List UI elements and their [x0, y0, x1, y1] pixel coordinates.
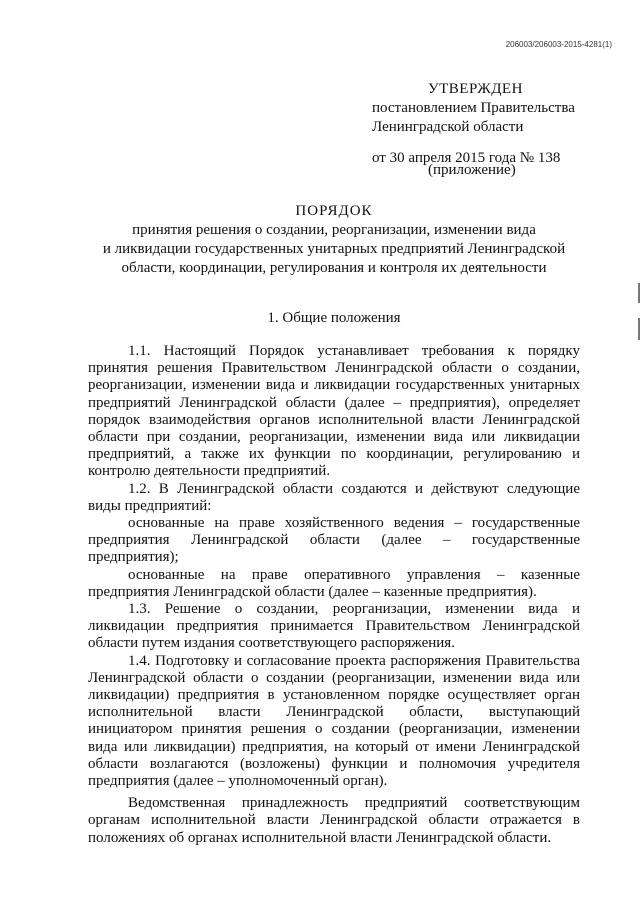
title-main: ПОРЯДОК: [295, 203, 373, 219]
paragraph-1-2: 1.2. В Ленинградской области создаются и действуют следующие виды предприятий:: [88, 480, 580, 514]
paragraph-1-4: 1.4. Подготовку и согласование проекта распоряжения Правительства Ленинградской области о создании (реорганизации, изменении вида или ликвидации) предприятия в установленном порядке осуществляет орган исполнительной власти Ленинградской области, выступающий инициатором принятия решения о создании (реорганизации, изменении вида или ликвидации) предприятия, на который от имени Ленинградской области возлагаются (возложены) функции и полномочия учредителя предприятия (далее – уполномоченный орган).: [88, 652, 580, 790]
approval-stamp: [372, 80, 602, 180]
approval-line-2: Ленинградской области: [372, 119, 524, 135]
title-sub-3: области, координации, регулирования и контроля их деятельности: [121, 260, 547, 276]
approval-date: от 30 апреля 2015 года № 138: [372, 150, 561, 166]
paragraph-1-4-b: Ведомственная принадлежность предприятий соответствующим органам исполнительной власти Ленинградской области отражается в положениях об органах исполнительной власти Ленинградской области.: [88, 795, 580, 846]
paragraph-1-2-a: основанные на праве хозяйственного ведения – государственные предприятия Ленинградской области (далее – государственные предприятия);: [88, 515, 580, 566]
title-sub-1: принятия решения о создании, реорганизации, изменении вида: [132, 222, 536, 238]
approval-title: УТВЕРЖДЕН: [428, 81, 523, 97]
approval-line-1: постановлением Правительства: [372, 100, 575, 116]
document-id: 206003/206003-2015-4281(1): [505, 40, 612, 49]
paragraph-1-2-b: основанные на праве оперативного управления – казенные предприятия Ленинградской области (далее – казенные предприятия).: [88, 566, 580, 600]
title-sub-2: и ликвидации государственных унитарных предприятий Ленинградской: [102, 241, 566, 257]
document-title: [88, 202, 580, 278]
section-body: [88, 343, 580, 847]
section-heading: 1. Общие положения: [267, 310, 401, 326]
paragraph-1-3: 1.3. Решение о создании, реорганизации, изменении вида и ликвидации предприятия принимается Правительством Ленинградской области путем издания соответствующего распоряжения.: [88, 601, 580, 652]
paragraph-1-1: 1.1. Настоящий Порядок устанавливает требования к порядку принятия решения Правительством Ленинградской области о создании, реорганизации, изменении вида и ликвидации государственных унитарных предприятий Ленинградской области (далее – предприятия), определяет порядок взаимодействия органов исполнительной власти Ленинградской области при создании, реорганизации, изменении вида или ликвидации предприятий, а также их функции по координации, регулированию и контролю деятельности предприятий.: [88, 343, 580, 480]
approval-note: (приложение): [428, 162, 516, 178]
